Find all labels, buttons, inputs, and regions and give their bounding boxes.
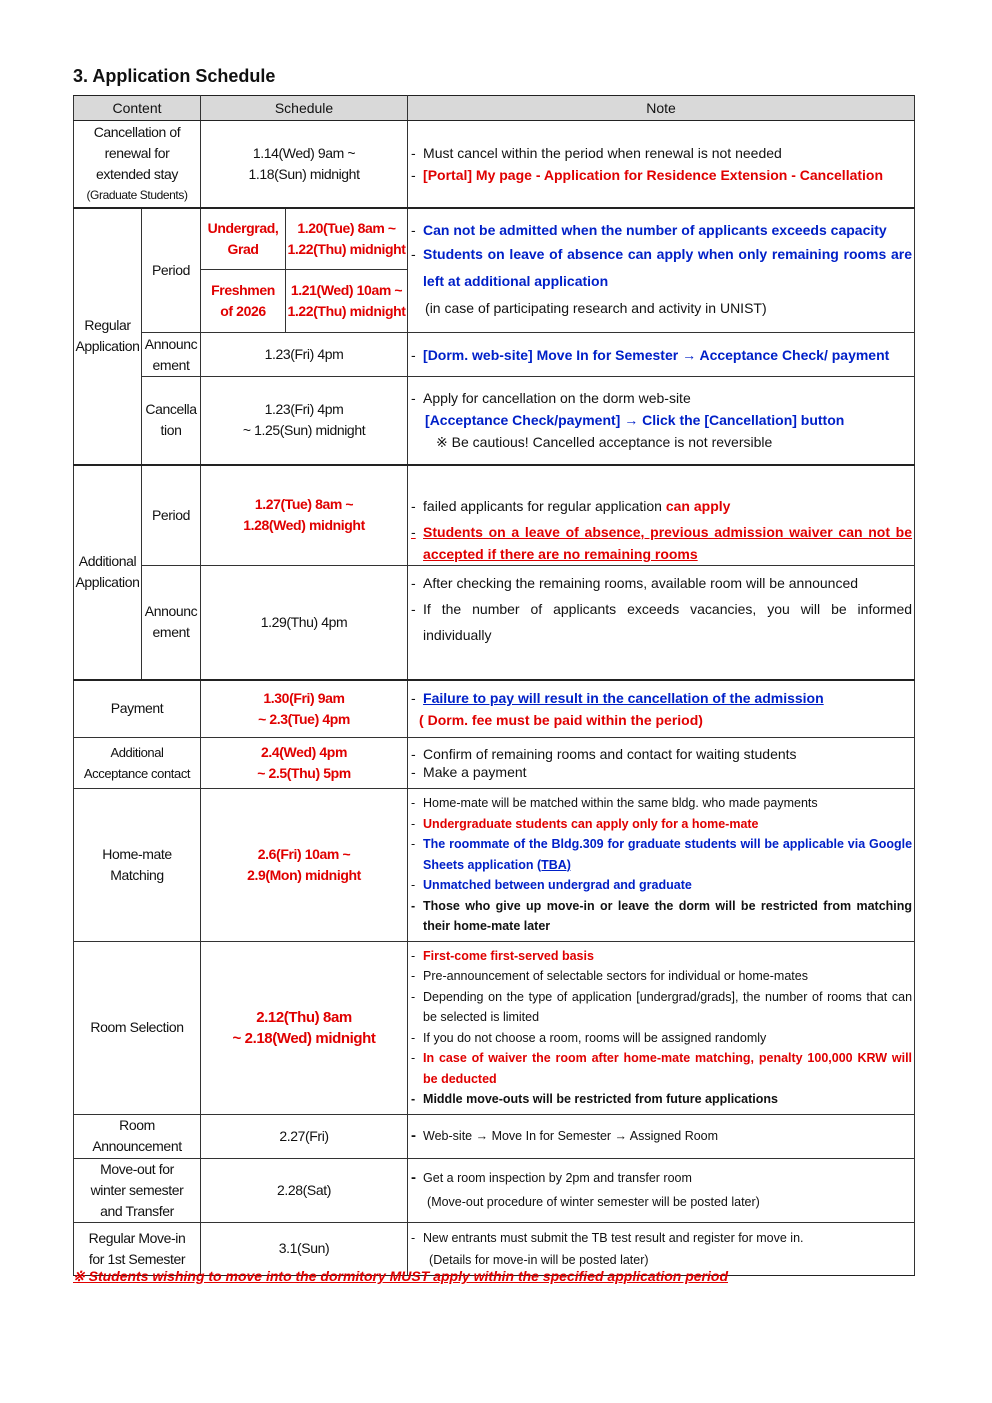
room-announce-schedule: 2.27(Fri) <box>201 1114 408 1158</box>
payment-schedule: 1.30(Fri) 9am ~ 2.3(Tue) 4pm <box>201 680 408 738</box>
regular-content: Regular Application <box>74 208 142 465</box>
header-schedule: Schedule <box>201 96 408 121</box>
regular-cancel-label: Cancella tion <box>142 377 201 465</box>
room-schedule: 2.12(Thu) 8am ~ 2.18(Wed) midnight <box>201 941 408 1114</box>
moveout-schedule: 2.28(Sat) <box>201 1158 408 1222</box>
payment-content: Payment <box>74 680 201 738</box>
acceptance-content: Additional Acceptance contact <box>74 738 201 789</box>
additional-announce-notes: - After checking the remaining rooms, available room will be announced - If the number of applicants exceeds vacancies, you will be informed individually <box>408 566 915 680</box>
room-announce-note: - Web-site → Move In for Semester → Assigned Room <box>408 1114 915 1158</box>
additional-period-notes: - failed applicants for regular application can apply - Students on a leave of absence, previous admission waiver can not be accepted if there are no remaining rooms <box>408 465 915 566</box>
payment-notes: - Failure to pay will result in the cancellation of the admission ( Dorm. fee must be paid within the period) <box>408 680 915 738</box>
room-content: Room Selection <box>74 941 201 1114</box>
row-payment <box>74 680 915 738</box>
movein-notes: - New entrants must submit the TB test result and register for move in. (Details for move-in will be posted later) <box>408 1222 915 1275</box>
cancel-schedule: 1.14(Wed) 9am ~ 1.18(Sun) midnight <box>201 121 408 208</box>
regular-cancel-schedule: 1.23(Fri) 4pm ~ 1.25(Sun) midnight <box>201 377 408 465</box>
regular-cancel-notes: - Apply for cancellation on the dorm web-site [Acceptance Check/payment] → Click the [Cancellation] button ※ Be cautious! Cancelled acceptance is not reversible <box>408 377 915 465</box>
additional-content: Additional Application <box>74 465 142 680</box>
row-moveout <box>74 1158 915 1222</box>
regular-period-notes: - Can not be admitted when the number of applicants exceeds capacity - Students on leave of absence can apply when only remaining rooms are left at additional application (in case of participating research and activity in UNIST) <box>408 208 915 333</box>
row-acceptance <box>74 738 915 789</box>
regular-period-label: Period <box>142 208 201 333</box>
regular-announce-label: Announc ement <box>142 333 201 377</box>
freshmen-label: Freshmen of 2026 <box>201 270 286 333</box>
section-title: 3. Application Schedule <box>73 66 276 86</box>
moveout-notes: - Get a room inspection by 2pm and transfer room (Move-out procedure of winter semester will be posted later) <box>408 1158 915 1222</box>
footer-warning: ※ Students wishing to move into the dormitory MUST apply within the specified application period <box>73 1268 728 1284</box>
undergrad-label: Undergrad, Grad <box>201 208 286 270</box>
homemate-schedule: 2.6(Fri) 10am ~ 2.9(Mon) midnight <box>201 789 408 942</box>
regular-announce-note: - [Dorm. web-site] Move In for Semester → Acceptance Check/ payment <box>408 333 915 377</box>
homemate-notes: - Home-mate will be matched within the same bldg. who made payments - Undergraduate students can apply only for a home-mate - The roommate of the Bldg.309 for graduate students will be applicable via Google Sheets application (TBA) - Unmatched between undergrad and graduate - Those who give up move-in or leave the dorm will be restricted from matching their home-mate later <box>408 789 915 942</box>
row-additional-announce <box>74 566 915 680</box>
cancel-notes: - Must cancel within the period when renewal is not needed - [Portal] My page - Application for Residence Extension - Cancellation <box>408 121 915 208</box>
header-content: Content <box>74 96 201 121</box>
additional-period-schedule: 1.27(Tue) 8am ~ 1.28(Wed) midnight <box>201 465 408 566</box>
room-notes: - First-come first-served basis - Pre-announcement of selectable sectors for individual or home-mates - Depending on the type of application [undergrad/grads], the number of rooms that can be selected is limited - If you do not choose a room, rooms will be assigned randomly - In case of waiver the room after home-mate matching, penalty 100,000 KRW will be deducted - Middle move-outs will be restricted from future applications <box>408 941 915 1114</box>
row-regular-announce <box>74 333 915 377</box>
row-regular-undergrad <box>74 208 915 270</box>
acceptance-notes: - Confirm of remaining rooms and contact for waiting students - Make a payment <box>408 738 915 789</box>
moveout-content: Move-out for winter semester and Transfer <box>74 1158 201 1222</box>
additional-period-label: Period <box>142 465 201 566</box>
header-row <box>74 96 915 121</box>
row-cancel-renewal <box>74 121 915 208</box>
header-note: Note <box>408 96 915 121</box>
row-additional-period <box>74 465 915 566</box>
row-regular-cancel <box>74 377 915 465</box>
additional-announce-label: Announc ement <box>142 566 201 680</box>
additional-announce-schedule: 1.29(Thu) 4pm <box>201 566 408 680</box>
acceptance-schedule: 2.4(Wed) 4pm ~ 2.5(Thu) 5pm <box>201 738 408 789</box>
row-room-selection <box>74 941 915 1114</box>
freshmen-schedule: 1.21(Wed) 10am ~ 1.22(Thu) midnight <box>286 270 408 333</box>
regular-announce-schedule: 1.23(Fri) 4pm <box>201 333 408 377</box>
undergrad-schedule: 1.20(Tue) 8am ~ 1.22(Thu) midnight <box>286 208 408 270</box>
row-homemate <box>74 789 915 942</box>
movein-content: Regular Move-in for 1st Semester <box>74 1222 201 1275</box>
cancel-content: Cancellation of renewal for extended stay (Graduate Students) <box>74 121 201 208</box>
homemate-content: Home-mate Matching <box>74 789 201 942</box>
schedule-table <box>73 95 915 1276</box>
movein-schedule: 3.1(Sun) <box>201 1222 408 1275</box>
room-announce-content: Room Announcement <box>74 1114 201 1158</box>
row-room-announce <box>74 1114 915 1158</box>
